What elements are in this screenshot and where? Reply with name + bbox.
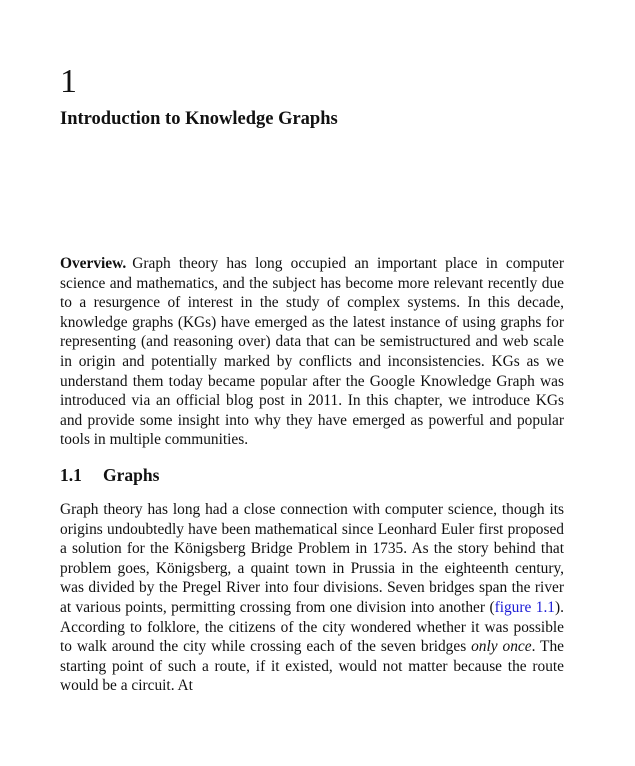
emphasis-text: only once	[471, 638, 532, 656]
body-text-part1: Graph theory has long had a close connection with computer science, though its origins undoubtedly have been mathematical since Leonhard Euler first proposed a solution for the Königsberg Bridge Problem in 1735. As the story behind that problem goes, Königsberg, a quaint town in Prussia in the eighteenth century, was divided by the Pregel River into four divisions. Seven bridges span the river at various points, permitting crossing from one division into another (	[60, 501, 564, 616]
figure-reference-link[interactable]: figure 1.1	[494, 598, 555, 616]
overview-lead: Overview.	[60, 255, 127, 272]
overview-paragraph	[60, 254, 564, 450]
overview-text: Graph theory has long occupied an important place in computer science and mathematics, and the subject has become more relevant recently due to a resurgence of interest in the study of complex systems. In this decade, knowledge graphs (KGs) have emerged as the latest instance of using graphs for representing (and reasoning over) data that can be semistructured and web scale in origin and potentially marked by conflicts and inconsistencies. KGs as we understand them today became popular after the Google Knowledge Graph was introduced via an official blog post in 2011. In this chapter, we introduce KGs and provide some insight into why they have emerged as powerful and popular tools in multiple communities.	[60, 255, 564, 449]
body-text-part2: ). According to folklore, the citizens of the city wondered whether it was possible to walk around the city while crossing each of the seven bridges	[60, 598, 564, 656]
section-heading	[60, 463, 159, 487]
section-number: 1.1	[60, 465, 82, 485]
chapter-number: 1	[60, 63, 77, 100]
section-title: Graphs	[103, 465, 160, 485]
body-paragraph	[60, 500, 564, 696]
chapter-title: Introduction to Knowledge Graphs	[60, 109, 338, 129]
body-text-part3: . The starting point of such a route, if it existed, would not matter because the route would be a circuit. At	[60, 638, 564, 695]
